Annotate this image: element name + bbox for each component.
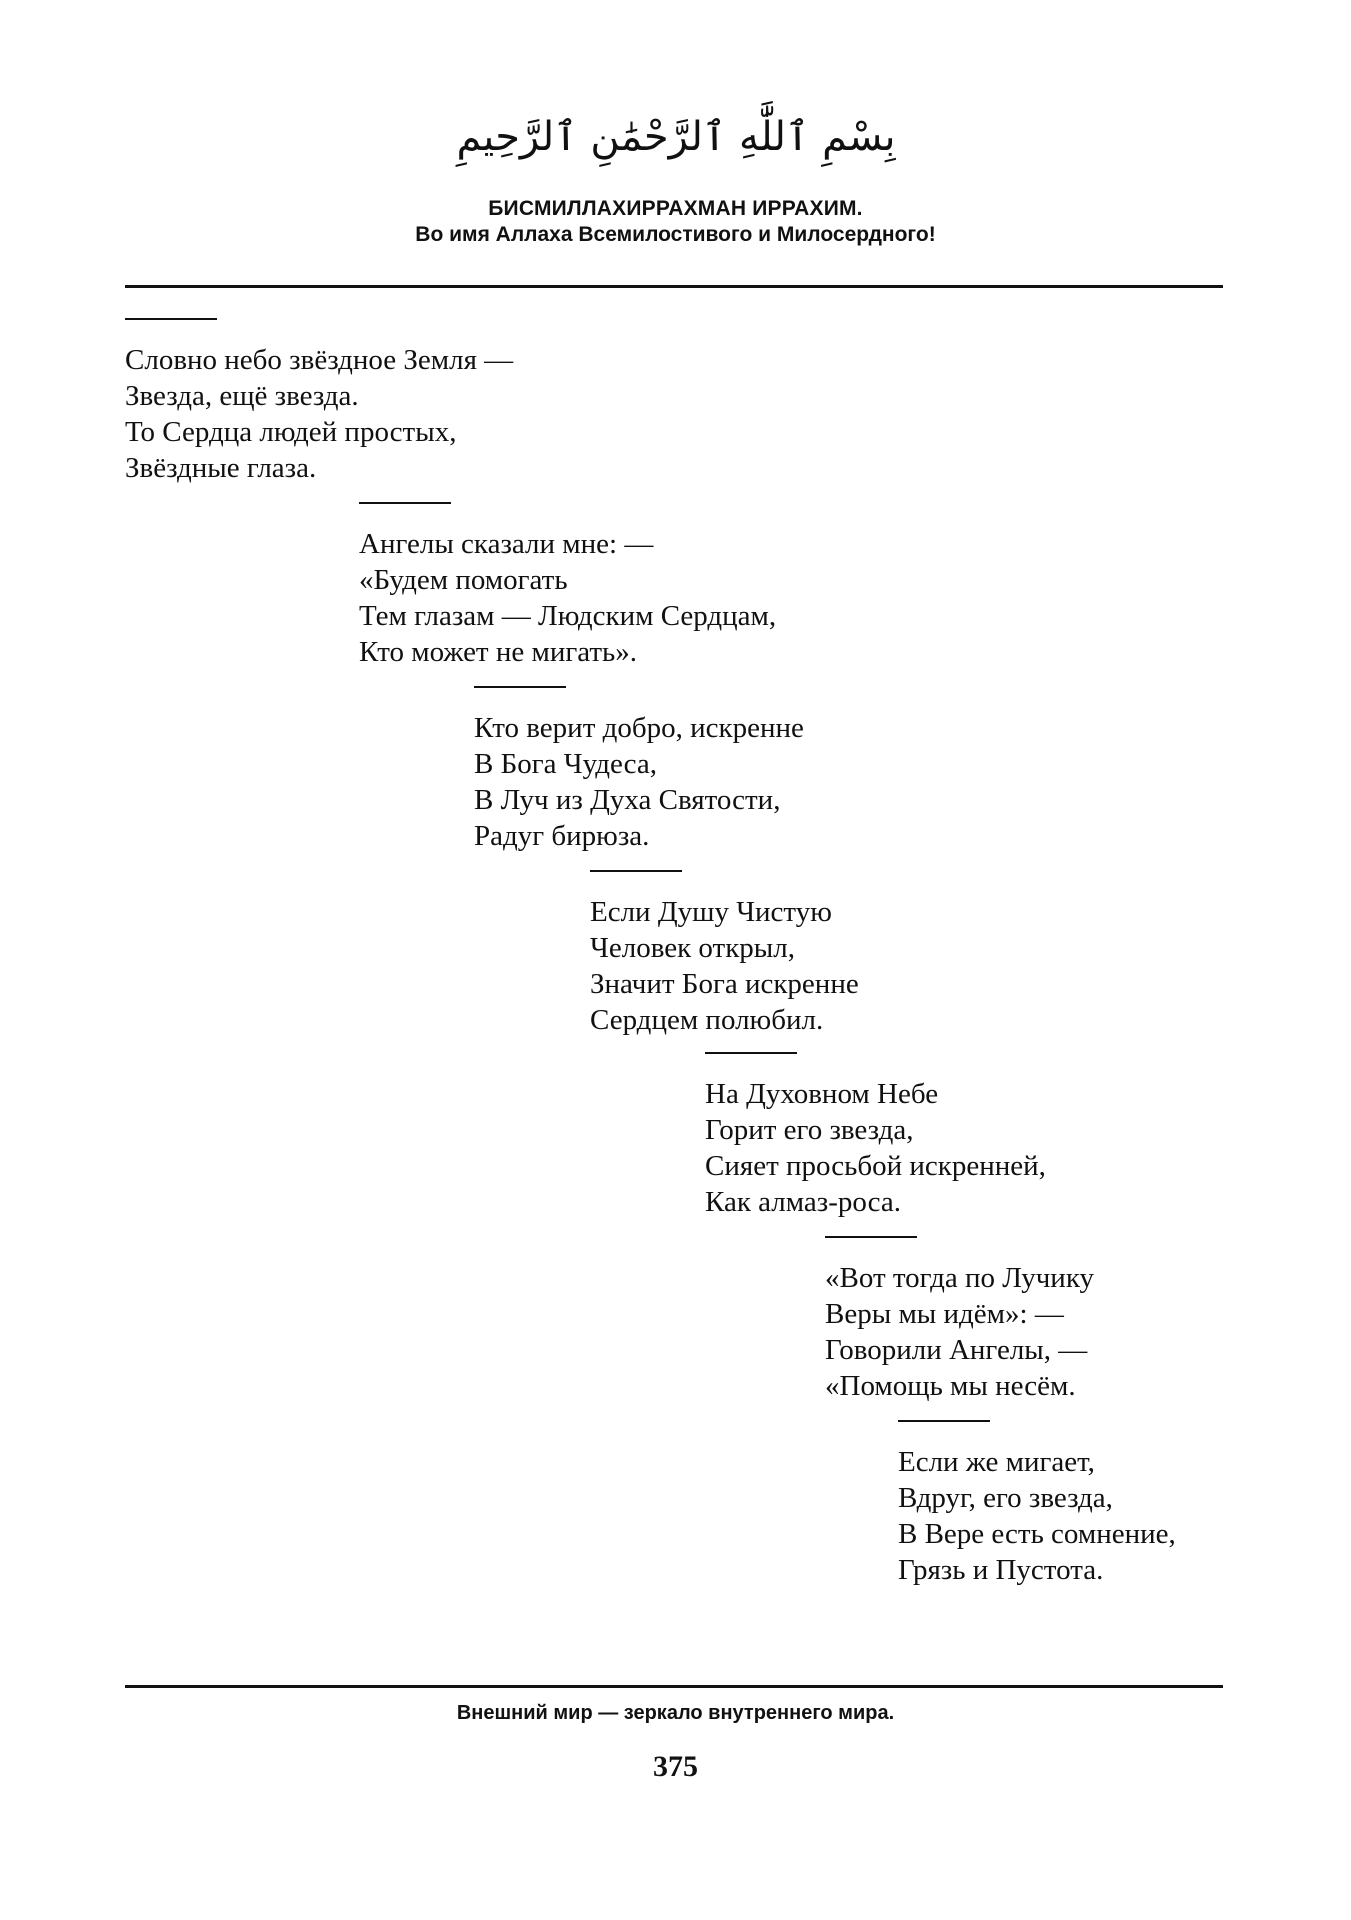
stanza-line: В Луч из Духа Святости, xyxy=(474,784,781,816)
stanza-divider xyxy=(898,1420,990,1422)
page-header xyxy=(0,90,1351,248)
stanza-line: То Сердца людей простых, xyxy=(125,416,457,448)
stanza-1 xyxy=(125,318,513,486)
stanza-line: Звезда, ещё звезда. xyxy=(125,380,359,412)
stanza-line: Сердцем полюбил. xyxy=(590,1004,824,1036)
stanza-line: Если же мигает, xyxy=(898,1446,1095,1478)
footer-quote: Внешний мир — зеркало внутреннего мира. xyxy=(456,1702,895,1724)
stanza-line: Тем глазам — Людским Сердцам, xyxy=(359,600,777,632)
header-transliteration: БИСМИЛЛАХИРРАХМАН ИРРАХИМ. xyxy=(488,197,863,220)
stanza-divider xyxy=(590,870,682,872)
stanza-line: Говорили Ангелы, — xyxy=(825,1334,1088,1366)
stanza-line: В Бога Чудеса, xyxy=(474,748,657,780)
page-number: 375 xyxy=(653,1750,698,1783)
stanza-2 xyxy=(359,502,776,670)
stanza-divider xyxy=(474,686,566,688)
top-rule xyxy=(125,285,1223,288)
stanza-line: Грязь и Пустота. xyxy=(898,1554,1104,1586)
stanza-6 xyxy=(825,1236,1094,1404)
stanza-line: Значит Бога искренне xyxy=(590,968,859,1000)
stanza-line: Сияет просьбой искренней, xyxy=(705,1150,1046,1182)
stanza-line: На Духовном Небе xyxy=(705,1078,939,1110)
stanza-divider xyxy=(705,1052,797,1054)
stanza-line: Кто может не мигать». xyxy=(359,636,638,668)
stanza-line: В Вере есть сомнение, xyxy=(898,1518,1176,1550)
stanza-line: Человек открыл, xyxy=(590,932,796,964)
bottom-rule xyxy=(125,1685,1223,1688)
stanza-line: Радуг бирюза. xyxy=(474,820,650,852)
stanza-line: Как алмаз-роса. xyxy=(705,1186,901,1218)
stanza-line: Словно небо звёздное Земля — xyxy=(125,344,514,376)
header-translation: Во имя Аллаха Всемилостивого и Милосердного! xyxy=(415,223,936,246)
stanza-line: Ангелы сказали мне: — xyxy=(359,528,654,560)
stanza-4 xyxy=(590,870,859,1038)
stanza-line: Горит его звезда, xyxy=(705,1114,914,1146)
stanza-line: Веры мы идём»: — xyxy=(825,1298,1064,1330)
stanza-divider xyxy=(125,318,217,320)
calligraphy-text: بِسْمِ ٱللَّٰهِ ٱلرَّحْمَٰنِ ٱلرَّحِيمِ xyxy=(455,114,896,160)
stanza-7 xyxy=(898,1420,1176,1588)
stanza-line: Вдруг, его звезда, xyxy=(898,1482,1113,1514)
stanza-line: «Будем помогать xyxy=(359,564,568,596)
stanza-line: Если Душу Чистую xyxy=(590,896,832,928)
bismillah-calligraphy xyxy=(455,90,896,180)
stanza-line: «Вот тогда по Лучику xyxy=(825,1262,1095,1294)
stanza-3 xyxy=(474,686,804,854)
stanza-divider xyxy=(359,502,451,504)
stanza-divider xyxy=(825,1236,917,1238)
stanza-line: Кто верит добро, искренне xyxy=(474,712,804,744)
stanza-line: «Помощь мы несём. xyxy=(825,1370,1076,1402)
stanza-5 xyxy=(705,1052,1046,1220)
stanza-line: Звёздные глаза. xyxy=(125,452,317,484)
